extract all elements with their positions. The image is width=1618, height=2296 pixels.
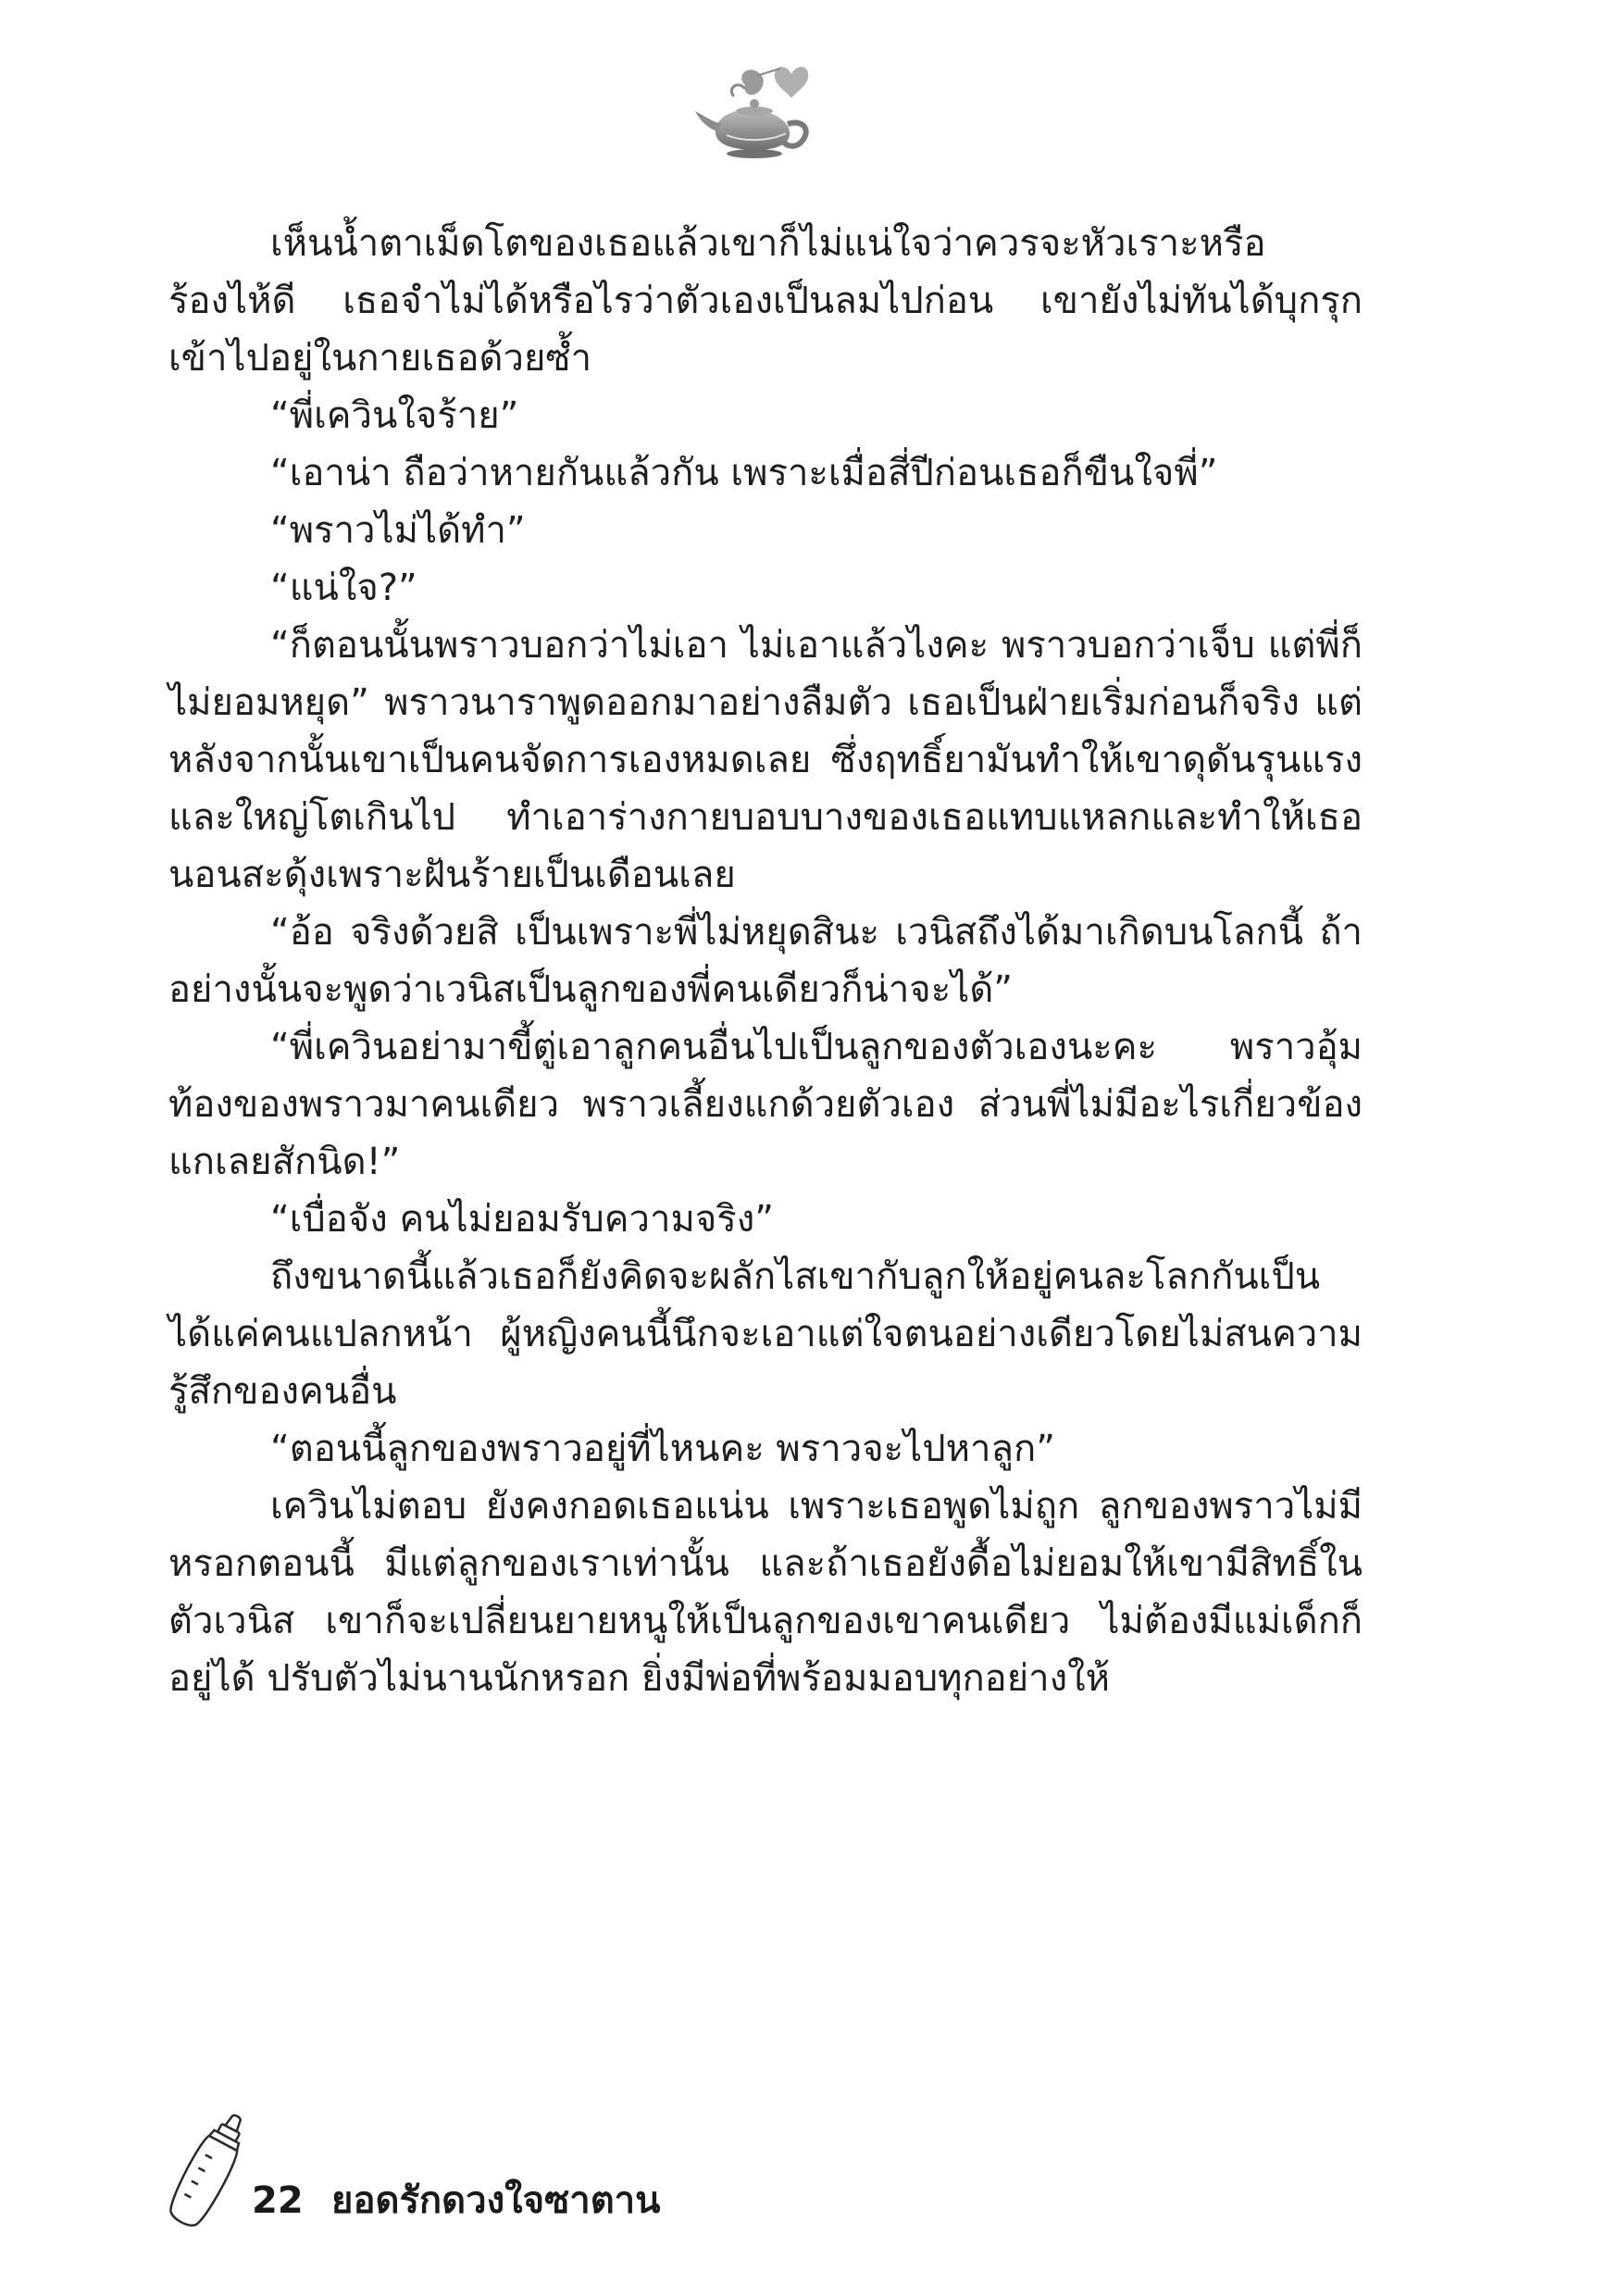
paragraph: “อ้อ จริงด้วยสิ เป็นเพราะพี่ไม่หยุดสินะ เวนิสถึงได้มาเกิดบนโลกนี้ ถ้าอย่างนั้นจะพูดว่าเวนิสเป็นลูกของพี่คนเดียวก็น่าจะได้” [168, 911, 1363, 1011]
page-number: 22 [252, 2179, 304, 2222]
chapter-body-text [168, 215, 1363, 1707]
paragraph: ถึงขนาดนี้แล้วเธอก็ยังคิดจะผลักไสเขากับลูกให้อยู่คนละโลกกันเป็นได้แค่คนแปลกหน้า ผู้หญิงคนนี้นึกจะเอาแต่ใจตนอย่างเดียวโดยไม่สนความรู้สึกของคนอื่น [168, 1255, 1363, 1413]
paragraph: “เบื่อจัง คนไม่ยอมรับความจริง” [270, 1198, 775, 1241]
page-footer [167, 2106, 815, 2236]
baby-bottle-icon [167, 2106, 250, 2236]
teapot-ornament-icon [690, 57, 828, 168]
paragraph: เห็นน้ำตาเม็ดโตของเธอแล้วเขาก็ไม่แน่ใจว่าควรจะหัวเราะหรือร้องไห้ดี เธอจำไม่ได้หรือไรว่าตัวเองเป็นลมไปก่อน เขายังไม่ทันได้บุกรุกเข้าไปอยู่ในกายเธอด้วยซ้ำ [168, 222, 1363, 380]
paragraph: “ตอนนี้ลูกของพราวอยู่ที่ไหนคะ พราวจะไปหาลูก” [270, 1428, 1055, 1470]
paragraph: “ก็ตอนนั้นพราวบอกว่าไม่เอา ไม่เอาแล้วไงคะ พราวบอกว่าเจ็บ แต่พี่ก็ไม่ยอมหยุด” พราวนาราพูดออกมาอย่างลืมตัว เธอเป็นฝ่ายเริ่มก่อนก็จริง แต่หลังจากนั้นเขาเป็นคนจัดการเองหมดเลย ซึ่งฤทธิ์ยามันทำให้เขาดุดันรุนแรงและใหญ่โตเกินไป ทำเอาร่างกายบอบบางของเธอแทบแหลกและทำให้เธอนอนสะดุ้งเพราะฝันร้ายเป็นเดือนเลย [168, 624, 1363, 896]
paragraph: “แน่ใจ?” [270, 567, 417, 609]
paragraph: “พี่เควินใจร้าย” [270, 394, 519, 437]
book-title: ยอดรักดวงใจซาตาน [331, 2179, 661, 2222]
paragraph: เควินไม่ตอบ ยังคงกอดเธอแน่น เพราะเธอพูดไม่ถูก ลูกของพราวไม่มีหรอกตอนนี้ มีแต่ลูกของเราเท่านั้น และถ้าเธอยังดื้อไม่ยอมให้เขามีสิทธิ์ในตัวเวนิส เขาก็จะเปลี่ยนยายหนูให้เป็นลูกของเขาคนเดียว ไม่ต้องมีแม่เด็กก็อยู่ได้ ปรับตัวไม่นานนักหรอก ยิ่งมีพ่อที่พร้อมมอบทุกอย่างให้ [168, 1485, 1363, 1700]
paragraph: “พี่เควินอย่ามาขี้ตู่เอาลูกคนอื่นไปเป็นลูกของตัวเองนะคะ พราวอุ้มท้องของพราวมาคนเดียว พราวเลี้ยงแกด้วยตัวเอง ส่วนพี่ไม่มีอะไรเกี่ยวข้องแกเลยสักนิด!” [168, 1026, 1363, 1183]
paragraph: “เอาน่า ถือว่าหายกันแล้วกัน เพราะเมื่อสี่ปีก่อนเธอก็ขืนใจพี่” [270, 452, 1218, 494]
paragraph: “พราวไม่ได้ทำ” [270, 509, 526, 552]
